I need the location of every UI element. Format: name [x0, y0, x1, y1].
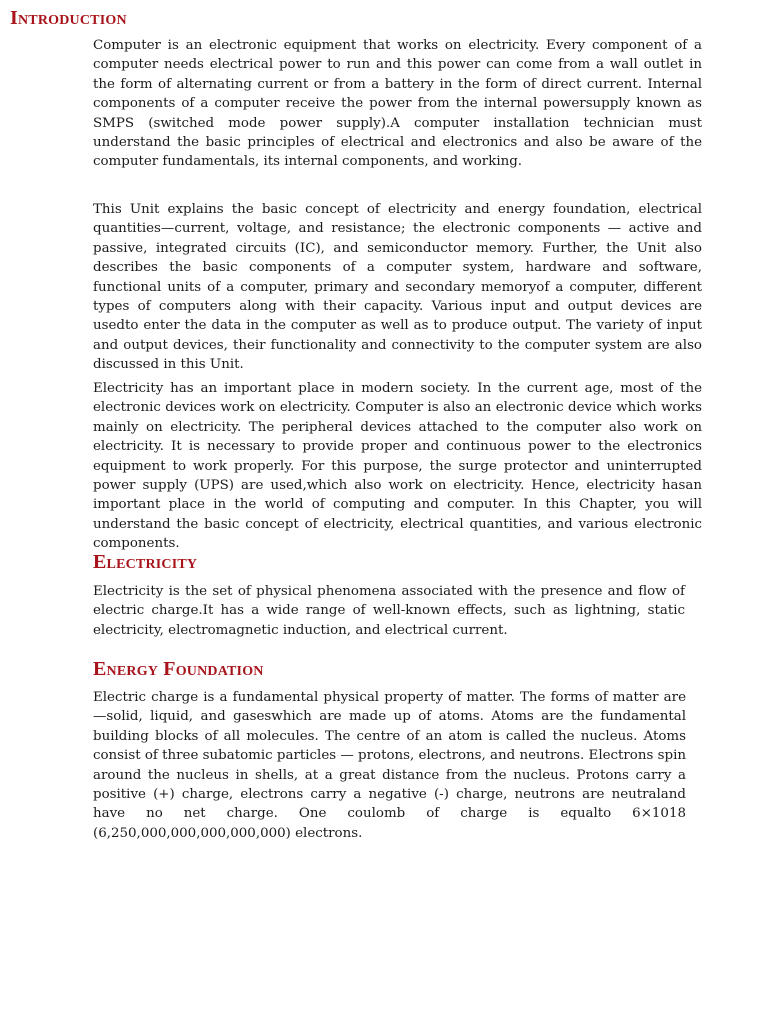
energy-foundation-paragraph: Electric charge is a fundamental physical property of matter. The forms of matter are—solid, liquid, and gaseswhich are made up of atoms. Atoms are the fundamental building blocks of all molecules. The centre of an atom is called the nucleus. Atoms consist of three subatomic particles — protons, electrons, and neutrons. Electrons spin around the nucleus in shells, at a great distance from the nucleus. Protons carry a positive (+) charge, electrons carry a negative (-) charge, neutrons are neutraland have no net charge. One coulomb of charge is equalto 6×1018 (6,250,000,000,000,000,000) electrons.: [93, 690, 686, 841]
electricity-paragraph: Electricity is the set of physical phenomena associated with the presence and flow of electric charge.It has a wide range of well-known effects, such as lightning, static electricity, electromagnetic induction, and electrical current.: [93, 584, 685, 638]
energy-foundation-heading: Energy Foundation: [93, 658, 264, 680]
introduction-paragraph-1: Computer is an electronic equipment that works on electricity. Every component of a computer needs electrical power to run and this power can come from a wall outlet in the form of alternating current or from a battery in the form of direct current. Internal components of a computer receive the power from the internal powersupply known as SMPS (switched mode power supply).A computer installation technician must understand the basic principles of electrical and electronics and also be aware of the computer fundamentals, its internal components, and working.: [93, 38, 702, 170]
introduction-paragraph-2: This Unit explains the basic concept of electricity and energy foundation, electrical quantities—current, voltage, and resistance; the electronic components — active and passive, integrated circuits (IC), and semiconductor memory. Further, the Unit also describes the basic components of a computer system, hardware and software, functional units of a computer, primary and secondary memoryof a computer, different types of computers along with their capacity. Various input and output devices are usedto enter the data in the computer as well as to produce output. The variety of input and output devices, their functionality and connectivity to the computer system are also discussed in this Unit.: [93, 202, 702, 373]
introduction-paragraph-3: Electricity has an important place in modern society. In the current age, most of the electronic devices work on electricity. Computer is also an electronic device which works mainly on electricity. The peripheral devices attached to the computer also work on electricity. It is necessary to provide proper and continuous power to the electronics equipment to work properly. For this purpose, the surge protector and uninterrupted power supply (UPS) are used,which also work on electricity. Hence, electricity hasan important place in the world of computing and computer. In this Chapter, you will understand the basic concept of electricity, electrical quantities, and various electronic components.: [93, 381, 702, 552]
electricity-heading: Electricity: [93, 551, 198, 573]
introduction-heading: Introduction: [10, 7, 127, 29]
